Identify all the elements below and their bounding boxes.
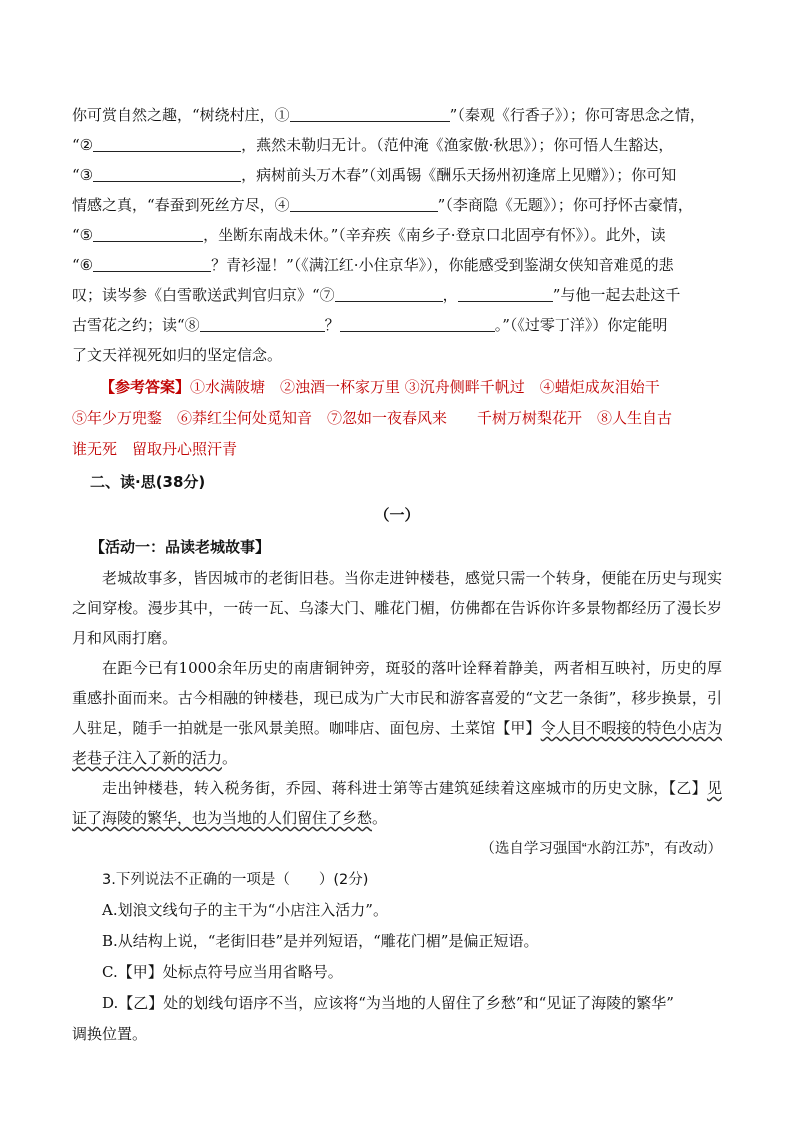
poem-line — [72, 190, 722, 220]
passage-text: 在距今已有1000余年历史的南唐铜钟旁，斑驳的落叶诠释着静美，两者相互映衬，历史的厚重感扑面而来。古今相融的钟楼巷，现已成为广大市民和游客喜爱的“文艺一条街”，移步换景，引人驻足，随手一拍就是一张风景美照。咖啡店、面包房、土菜馆【甲】 — [72, 659, 722, 737]
poem-text: ，燕然未勒归无计。（范仲淹《渔家傲·秋思》）；你可悟人生豁达， — [241, 136, 674, 154]
poem-text: 。”（《过零丁洋》）你定能明 — [494, 316, 668, 334]
poem-text: 你可赏自然之趣，“树绕村庄，① — [72, 106, 290, 124]
poem-line — [72, 160, 722, 190]
poem-text: “⑤ — [72, 226, 94, 244]
poem-fill-blanks — [72, 100, 722, 370]
poem-line: 了文天祥视死如归的坚定信念。 — [72, 346, 283, 364]
passage-paragraph — [72, 653, 722, 773]
section-subtitle: （一） — [374, 506, 420, 524]
poem-line — [72, 220, 722, 250]
option-d-continued: 调换位置。 — [72, 1025, 148, 1043]
section-title: 二、读·思(38分) — [90, 473, 206, 491]
passage-paragraph: 老城故事多，皆因城市的老街旧巷。当你走进钟楼巷，感觉只需一个转身，便能在历史与现实之间穿梭。漫步其中，一砖一瓦、乌漆大门、雕花门楣，仿佛都在告诉你许多景物都经历了漫长岁月和风雨打磨。 — [72, 569, 722, 647]
answer-line — [72, 372, 722, 403]
poem-text: ？青衫湿！”（《满江红·小住京华》），你能感受到鉴湖女侠知音难觅的悲 — [211, 256, 674, 274]
passage-paragraph — [72, 773, 722, 833]
option-c[interactable]: C.【甲】处标点符号应当用省略号。 — [102, 963, 343, 981]
answer-blank[interactable] — [290, 105, 450, 122]
poem-line — [72, 250, 722, 280]
poem-text: ”（秦观《行香子》）；你可寄思念之情， — [449, 106, 705, 124]
passage-text: 走出钟楼巷，转入税务街，乔园、蒋科进士第等古建筑延续着这座城市的历史文脉，【乙】 — [102, 779, 707, 797]
answer-line: ⑤年少万兜鍪 ⑥莽红尘何处觅知音 ⑦忽如一夜春风来 千树万树梨花开 ⑧人生自古 — [72, 409, 673, 427]
poem-text: “② — [72, 136, 94, 154]
option-b[interactable]: B.从结构上说，“老街旧巷”是并列短语，“雕花门楣”是偏正短语。 — [102, 932, 539, 950]
answer-blank[interactable] — [93, 225, 203, 242]
poem-text: 情感之真，“春蚕到死丝方尽，④ — [72, 196, 290, 214]
reference-answer — [72, 372, 722, 465]
answer-blank[interactable] — [93, 135, 241, 152]
answer-label: 【参考答案】 — [100, 378, 191, 396]
answer-blank[interactable] — [290, 195, 438, 212]
poem-text: 叹；读岑参《白雪歌送武判官归京》“⑦ — [72, 286, 335, 304]
poem-line — [72, 100, 722, 130]
poem-line — [72, 130, 722, 160]
option-d[interactable]: D.【乙】处的划线句语序不当，应该将“为当地的人留住了乡愁”和“见证了海陵的繁华” — [102, 994, 674, 1012]
poem-line — [72, 280, 722, 310]
wavy-underlined-sentence: 见证了海陵的繁华，也为当地的人们留住了乡愁 — [72, 779, 722, 827]
poem-text: ， — [442, 286, 458, 304]
poem-text: “⑥ — [72, 256, 94, 274]
passage-text: 。 — [372, 809, 388, 827]
activity-heading: 【活动一：品读老城故事】 — [90, 538, 271, 556]
answer-blank[interactable] — [93, 255, 211, 272]
poem-text: ”与他一起去赴这千 — [552, 286, 681, 304]
passage-text: 。 — [222, 749, 238, 767]
answer-blank[interactable] — [458, 285, 553, 302]
document-page — [72, 100, 722, 1050]
answer-blank[interactable] — [335, 285, 443, 302]
poem-text: “③ — [72, 166, 94, 184]
answer-text: ①水满陂塘 ②浊酒一杯家万里 ③沉舟侧畔千帆过 ④蜡炬成灰泪始干 — [190, 378, 660, 396]
answer-blank[interactable] — [200, 315, 325, 332]
answer-blank[interactable] — [340, 315, 495, 332]
poem-text: ，病树前头万木春”（刘禹锡《酬乐天扬州初逢席上见赠》）；你可知 — [241, 166, 677, 184]
poem-text: ？ — [324, 316, 340, 334]
wavy-underlined-sentence: 令人目不暇接的特色小店为老巷子注入了新的活力 — [72, 719, 722, 767]
answer-blank[interactable] — [93, 165, 241, 182]
poem-text: ，坐断东南战未休。”（辛弃疾《南乡子·登京口北固亭有怀》）。此外，读 — [203, 226, 666, 244]
option-a[interactable]: A.划浪文线句子的主干为“小店注入活力”。 — [102, 901, 388, 919]
passage-source: （选自学习强国“水韵江苏”，有改动） — [480, 841, 722, 857]
poem-line — [72, 310, 722, 340]
question-stem: 3.下列说法不正确的一项是（ ）(2分) — [102, 872, 369, 888]
poem-text: ”（李商隐《无题》）；你可抒怀古豪情， — [437, 196, 693, 214]
poem-text: 古雪花之约；读“⑧ — [72, 316, 200, 334]
answer-line: 谁无死 留取丹心照汗青 — [72, 440, 238, 458]
